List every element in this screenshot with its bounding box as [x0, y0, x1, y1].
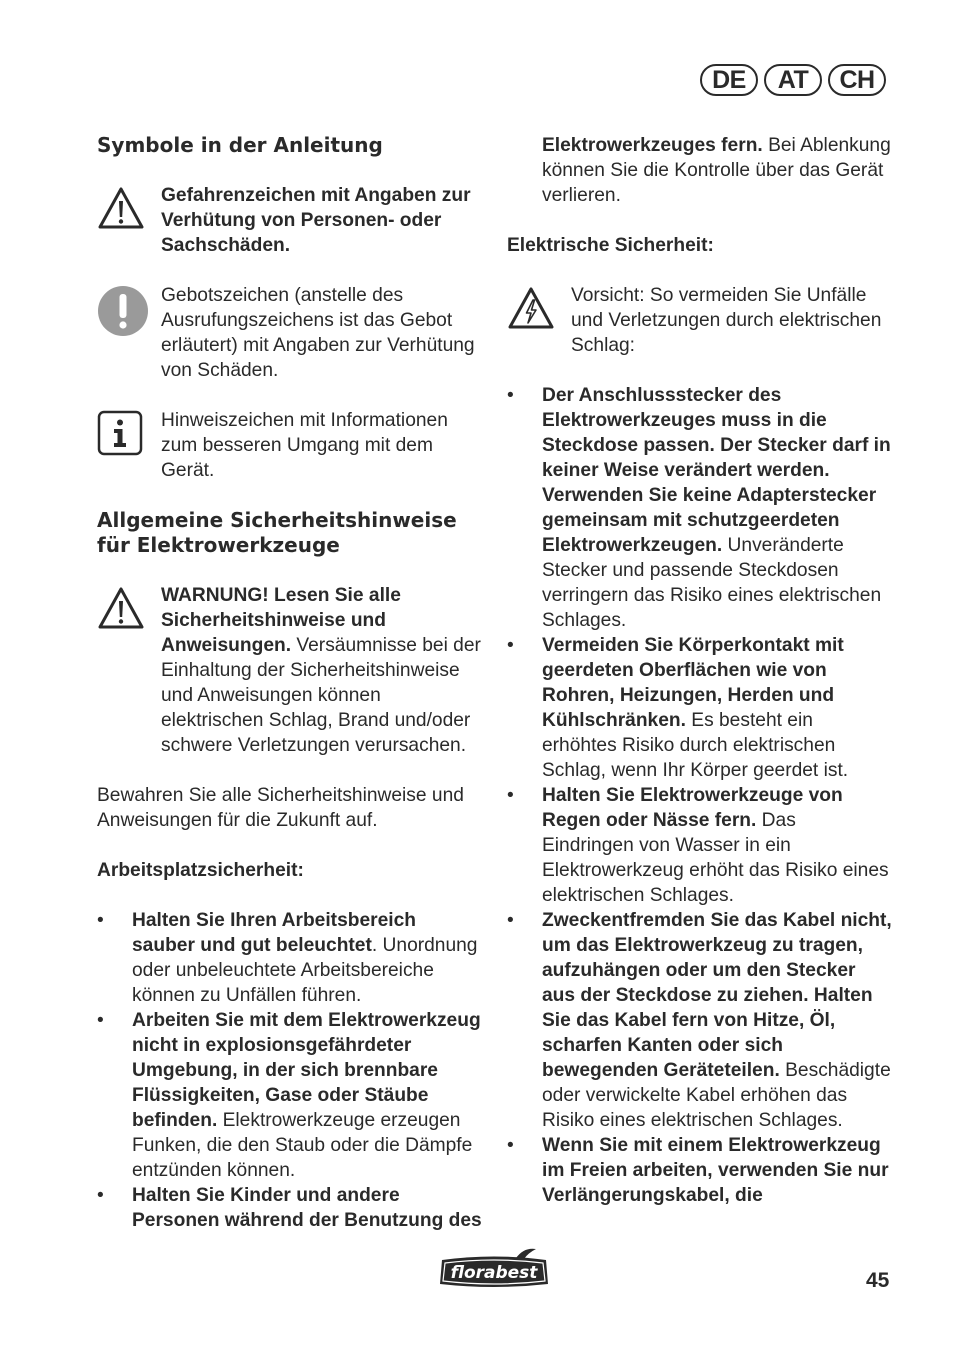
left-column	[97, 133, 483, 1233]
list-item: • Der Anschlussstecker des Elektrowerkzeuges muss in die Steckdose passen. Der Stecker darf in keiner Weise verändert werden. Verwenden Sie keine Adapterstecker gemeinsam mit schutzgeerdeten Elektrowerkzeugen. Unveränderte Stecker und passende Steckdosen verringern das Risiko eines elektrischen Schlages.	[507, 385, 891, 631]
workplace-heading: Arbeitsplatzsicherheit:	[97, 860, 304, 881]
caution-text: Vorsicht: So vermeiden Sie Unfälle und Verletzungen durch elektrischen Schlag:	[571, 285, 882, 356]
lang-badge-de: DE	[700, 64, 758, 96]
warning-bold-text: WARNUNG! Lesen Sie alle Sicherheitshinweise und Anweisungen.	[161, 585, 401, 656]
lang-badge-ch: CH	[828, 64, 886, 96]
mandatory-symbol-text: Gebotszeichen (anstelle des Ausrufungszeichens ist das Gebot erläutert) mit Angaben zur Verhütung von Schäden.	[161, 285, 475, 381]
warning-body-text: Versäumnisse bei der Einhaltung der Sicherheitshinweise und Anweisungen können elektrischen Schlag, Brand und/oder schwere Verletzungen verursachen.	[161, 635, 481, 756]
right-column	[507, 133, 892, 1208]
electrical-heading: Elektrische Sicherheit:	[507, 235, 714, 256]
electric-shock-warning-icon	[507, 286, 555, 330]
mandatory-sign-icon	[97, 285, 149, 337]
list-item: • Zweckentfremden Sie das Kabel nicht, um das Elektrowerkzeug zu tragen, aufzuhängen oder um den Stecker aus der Steckdose zu ziehen. Halten Sie das Kabel fern von Hitze, Öl, scharfen Kanten oder sich bewegenden Geräteteilen. Beschädigte oder verwickelte Kabel erhöhen das Risiko eines elektrischen Schlages.	[507, 910, 892, 1131]
list-item: • Halten Sie Elektrowerkzeuge von Regen oder Nässe fern. Das Eindringen von Wasser in ein Elektrowerkzeug erhöht das Risiko eines elektrischen Schlages.	[507, 785, 889, 906]
florabest-logo	[438, 1246, 552, 1290]
mandatory-symbol-row	[97, 283, 483, 383]
caution-row	[507, 283, 892, 358]
info-icon	[97, 410, 143, 456]
warning-symbol-row	[97, 183, 483, 258]
warning-triangle-icon	[97, 586, 145, 630]
list-item: • Halten Sie Ihren Arbeitsbereich sauber und gut beleuchtet. Unordnung oder unbeleuchtete Arbeitsbereiche können zu Unfällen führen.	[97, 910, 478, 1006]
warning-text-block	[161, 583, 483, 758]
warning-row	[97, 583, 483, 758]
warning-triangle-icon	[97, 186, 145, 230]
info-symbol-row	[97, 408, 483, 483]
logo-text: florabest	[450, 1263, 538, 1283]
list-item: • Vermeiden Sie Körperkontakt mit geerdeten Oberflächen wie von Rohren, Heizungen, Herden und Kühlschränken. Es besteht ein erhöhtes Risiko durch elektrischen Schlag, wenn Ihr Körper geerdet ist.	[507, 635, 849, 781]
warning-symbol-text: Gefahrenzeichen mit Angaben zur Verhütung von Personen- oder Sachschäden.	[161, 185, 471, 256]
electrical-list	[507, 383, 892, 1208]
page-number: 45	[866, 1269, 890, 1292]
language-badges	[700, 64, 886, 96]
info-symbol-text: Hinweiszeichen mit Informationen zum besseren Umgang mit dem Gerät.	[161, 410, 448, 481]
safety-heading: Allgemeine Sicherheitshinweise für Elektrowerkzeuge	[97, 508, 457, 557]
list-item: • Arbeiten Sie mit dem Elektrowerkzeug nicht in explosionsgefährdeter Umgebung, in der sich brennbare Flüssigkeiten, Gase oder Stäube befinden. Elektrowerkzeuge erzeugen Funken, die den Staub oder die Dämpfe entzünden können.	[97, 1010, 481, 1181]
workplace-list	[97, 908, 483, 1233]
lang-badge-at: AT	[764, 64, 822, 96]
list-item: • Wenn Sie mit einem Elektrowerkzeug im Freien arbeiten, verwenden Sie nur Verlängerungskabel, die	[507, 1135, 889, 1206]
keep-instructions-text: Bewahren Sie alle Sicherheitshinweise und Anweisungen für die Zukunft auf.	[97, 785, 464, 831]
list-item: • Halten Sie Kinder und andere Personen während der Benutzung des	[97, 1185, 482, 1231]
symbols-heading: Symbole in der Anleitung	[97, 133, 383, 157]
continuation-text: Elektrowerkzeuges fern. Bei Ablenkung können Sie die Kontrolle über das Gerät verlieren.	[542, 135, 891, 206]
